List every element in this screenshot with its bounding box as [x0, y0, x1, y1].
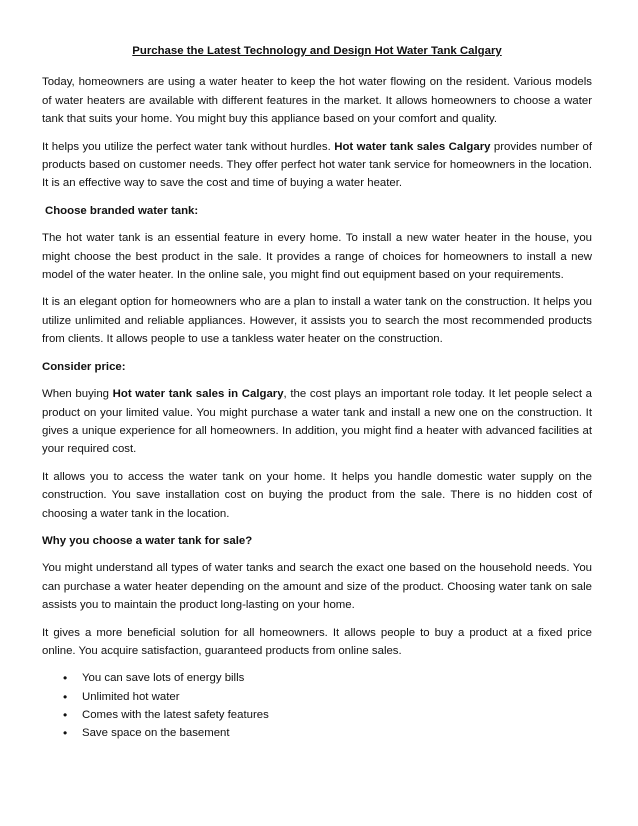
list-item: • You can save lots of energy bills	[82, 669, 592, 687]
list-item: • Save space on the basement	[82, 724, 592, 742]
section3-paragraph-1: You might understand all types of water tanks and search the exact one based on the household needs. You can purchase a water heater depending on the amount and size of the product. Choosing water tank on sale assists you to maintain the product long-lasting on your home.	[42, 562, 592, 612]
intro-paragraph-1: Today, homeowners are using a water heater to keep the hot water flowing on the resident. Various models of water heaters are available with different features in the market. It allows homeowners to choose a water tank that suits your home. You might buy this appliance based on your comfort and quality.	[42, 76, 592, 126]
section2-p1-text-end: , the cost plays an important role today. It let people select a product on your limited value. You might purchase a water tank and install a new one on the construction. It gives a unique experience for all homeowners. In addition, you might find a heater with advanced facilities at your required cost.	[42, 388, 592, 456]
section-heading-why-choose: Why you choose a water tank for sale?	[42, 534, 253, 547]
section2-paragraph-1	[42, 385, 592, 459]
section-heading-consider-price: Consider price:	[42, 360, 126, 373]
list-item: • Unlimited hot water	[82, 688, 592, 706]
section-heading-choose-branded: Choose branded water tank:	[45, 204, 199, 217]
section1-paragraph-1: The hot water tank is an essential feature in every home. To install a new water heater in the house, you might choose the best product in the sale. It provides a range of choices for homeowners to install a new model of the water heater. In the online sale, you might find out equipment based on your requirements.	[42, 232, 592, 282]
intro-p2-text-start: It helps you utilize the perfect water tank without hurdles.	[42, 140, 335, 153]
section2-p1-keyword: Hot water tank sales in Calgary	[112, 388, 284, 401]
list-item: • Comes with the latest safety features	[82, 706, 592, 724]
intro-p2-keyword: Hot water tank sales Calgary	[334, 140, 491, 153]
benefits-list	[42, 669, 592, 742]
section1-paragraph-2: It is an elegant option for homeowners who are a plan to install a water tank on the construction. It helps you utilize unlimited and reliable appliances. However, it assists you to search the most recommended products from clients. It allows people to use a tankless water heater on the construction.	[42, 296, 592, 346]
document-title: Purchase the Latest Technology and Design Hot Water Tank Calgary	[132, 45, 502, 57]
section2-p1-text-start: When buying	[42, 388, 113, 401]
intro-paragraph-2	[42, 138, 592, 193]
section3-paragraph-2: It gives a more beneficial solution for all homeowners. It allows people to buy a product at a fixed price online. You acquire satisfaction, guaranteed products from online sales.	[42, 626, 592, 657]
section2-paragraph-2: It allows you to access the water tank on your home. It helps you handle domestic water supply on the construction. You save installation cost on buying the product from the sale. There is no hidden cost of choosing a water tank in the location.	[42, 470, 592, 520]
intro-p2-text-end: provides number of products based on customer needs. They offer perfect hot water tank service for homeowners in the location. It is an effective way to save the cost and time of buying a water heater.	[42, 140, 592, 190]
